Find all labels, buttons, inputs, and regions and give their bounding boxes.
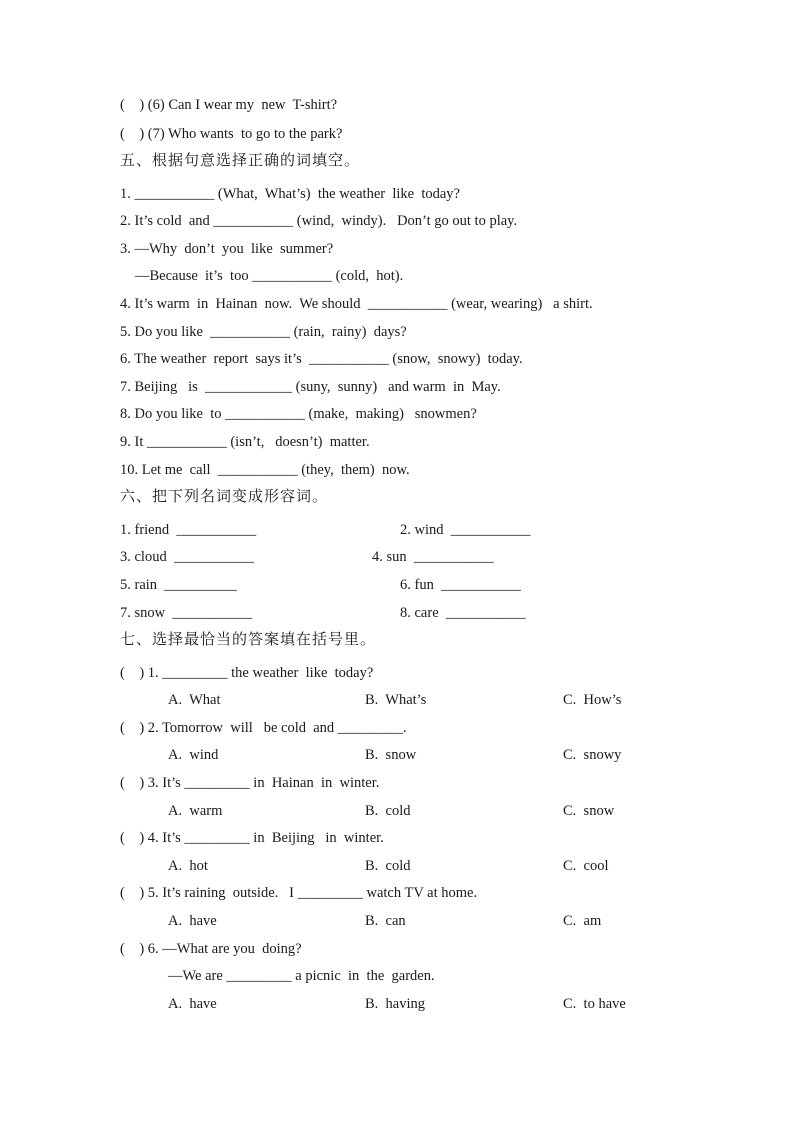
option-a: A. What	[168, 692, 221, 708]
option-a: A. wind	[168, 747, 219, 763]
option-c: C. How’s	[563, 692, 622, 708]
word-item: 2. wind ___________	[400, 522, 531, 538]
option-b: B. can	[365, 913, 406, 929]
option-a: A. have	[168, 996, 217, 1012]
word-item: 5. rain __________	[120, 577, 237, 593]
fill-blank-line: —Because it’s too ___________ (cold, hot).	[135, 268, 404, 284]
option-c: C. to have	[563, 996, 626, 1012]
fill-blank-line: 5. Do you like ___________ (rain, rainy) days?	[120, 324, 407, 340]
fill-blank-line: 8. Do you like to ___________ (make, making) snowmen?	[120, 406, 477, 422]
option-a: A. have	[168, 913, 217, 929]
fill-blank-line: 4. It’s warm in Hainan now. We should ___________ (wear, wearing) a shirt.	[120, 296, 593, 312]
question-line-continued: —We are _________ a picnic in the garden.	[168, 968, 435, 984]
question-line: ( ) 4. It’s _________ in Beijing in winter.	[120, 830, 384, 846]
option-a: A. warm	[168, 803, 223, 819]
option-c: C. cool	[563, 858, 609, 874]
word-item: 1. friend ___________	[120, 522, 257, 538]
word-item: 7. snow ___________	[120, 605, 253, 621]
option-b: B. cold	[365, 858, 411, 874]
question-line: ( ) 6. —What are you doing?	[120, 941, 302, 957]
fill-blank-line: 10. Let me call ___________ (they, them) now.	[120, 462, 410, 478]
fill-blank-line: 2. It’s cold and ___________ (wind, windy). Don’t go out to play.	[120, 213, 518, 229]
fill-blank-line: 6. The weather report says it’s ___________ (snow, snowy) today.	[120, 351, 523, 367]
question-line: ( ) 2. Tomorrow will be cold and _________.	[120, 720, 407, 736]
option-c: C. am	[563, 913, 602, 929]
option-b: B. cold	[365, 803, 411, 819]
option-a: A. hot	[168, 858, 208, 874]
section-heading: 五、根据句意选择正确的词填空。	[120, 151, 361, 169]
option-b: B. What’s	[365, 692, 427, 708]
fill-blank-line: 3. —Why don’t you like summer?	[120, 241, 334, 257]
option-b: B. snow	[365, 747, 417, 763]
section-heading: 七、选择最恰当的答案填在括号里。	[120, 630, 377, 648]
fill-blank-line: 9. It ___________ (isn’t, doesn’t) matter.	[120, 434, 370, 450]
option-b: B. having	[365, 996, 426, 1012]
word-item: 4. sun ___________	[372, 549, 494, 565]
option-c: C. snowy	[563, 747, 622, 763]
question-line: ( ) (7) Who wants to go to the park?	[120, 126, 343, 142]
fill-blank-line: 1. ___________ (What, What’s) the weather like today?	[120, 186, 460, 202]
question-line: ( ) 5. It’s raining outside. I _________ watch TV at home.	[120, 885, 478, 901]
option-c: C. snow	[563, 803, 615, 819]
word-item: 6. fun ___________	[400, 577, 521, 593]
question-line: ( ) 3. It’s _________ in Hainan in winter.	[120, 775, 380, 791]
question-line: ( ) 1. _________ the weather like today?	[120, 665, 374, 681]
fill-blank-line: 7. Beijing is ____________ (suny, sunny) and warm in May.	[120, 379, 501, 395]
word-item: 8. care ___________	[400, 605, 526, 621]
section-heading: 六、把下列名词变成形容词。	[120, 487, 329, 505]
question-line: ( ) (6) Can I wear my new T-shirt?	[120, 97, 338, 113]
word-item: 3. cloud ___________	[120, 549, 254, 565]
